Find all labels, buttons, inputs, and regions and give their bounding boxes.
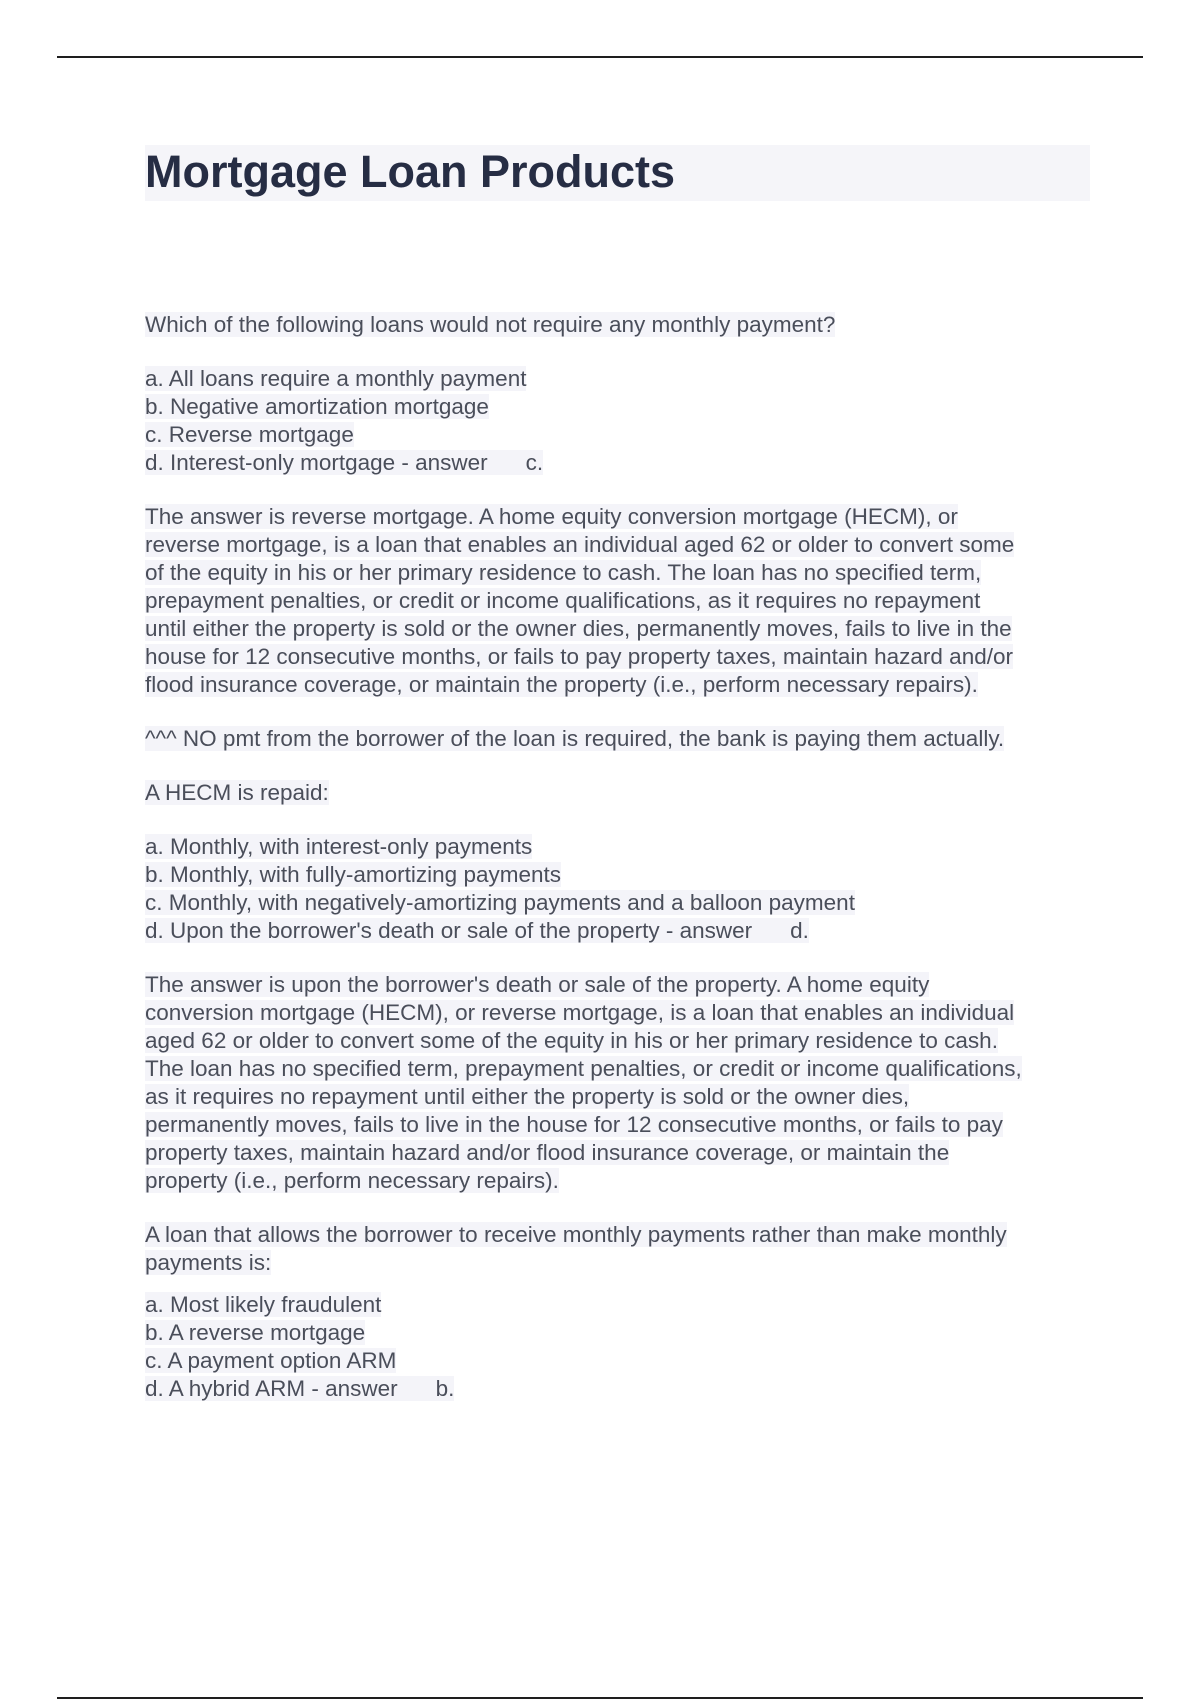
option-item: d. Upon the borrower's death or sale of the property - answer d. bbox=[145, 918, 809, 943]
option-item: a. Most likely fraudulent bbox=[145, 1292, 382, 1317]
option-item: b. A reverse mortgage bbox=[145, 1320, 366, 1345]
option-item: b. Negative amortization mortgage bbox=[145, 394, 489, 419]
answer-letter: b. bbox=[435, 1376, 455, 1401]
answer-letter: d. bbox=[790, 918, 809, 943]
option-item: c. A payment option ARM bbox=[145, 1348, 397, 1373]
option-item: c. Reverse mortgage bbox=[145, 422, 354, 447]
question-3: A loan that allows the borrower to receive monthly payments rather than make monthly payments is: bbox=[145, 1222, 1007, 1275]
question-2: A HECM is repaid: bbox=[145, 780, 329, 805]
page-title: Mortgage Loan Products bbox=[145, 145, 1090, 201]
option-item: a. All loans require a monthly payment bbox=[145, 366, 527, 391]
answer-letter: c. bbox=[525, 450, 544, 475]
question-3-options bbox=[145, 1291, 1090, 1403]
question-2-options bbox=[145, 833, 1090, 945]
question-1-note: ^^^ NO pmt from the borrower of the loan is required, the bank is paying them actually. bbox=[145, 726, 1005, 751]
question-1-explanation: The answer is reverse mortgage. A home equity conversion mortgage (HECM), or reverse mortgage, is a loan that enables an individual aged 62 or older to convert some of the equity in his or her primary residence to cash. The loan has no specified term, prepayment penalties, or credit or income qualifications, as it requires no repayment until either the property is sold or the owner dies, permanently moves, fails to live in the house for 12 consecutive months, or fails to pay property taxes, maintain hazard and/or flood insurance coverage, or maintain the property (i.e., perform necessary repairs). bbox=[145, 504, 1015, 697]
document-body bbox=[145, 145, 1090, 1403]
question-1-options bbox=[145, 365, 1090, 477]
option-item: d. A hybrid ARM - answer b. bbox=[145, 1376, 455, 1401]
option-item: c. Monthly, with negatively-amortizing payments and a balloon payment bbox=[145, 890, 855, 915]
option-item: a. Monthly, with interest-only payments bbox=[145, 834, 533, 859]
question-1: Which of the following loans would not require any monthly payment? bbox=[145, 312, 836, 337]
question-2-explanation: The answer is upon the borrower's death or sale of the property. A home equity conversion mortgage (HECM), or reverse mortgage, is a loan that enables an individual aged 62 or older to convert some of the equity in his or her primary residence to cash. The loan has no specified term, prepayment penalties, or credit or income qualifications, as it requires no repayment until either the property is sold or the owner dies, permanently moves, fails to live in the house for 12 consecutive months, or fails to pay property taxes, maintain hazard and/or flood insurance coverage, or maintain the property (i.e., perform necessary repairs). bbox=[145, 972, 1022, 1193]
option-item: b. Monthly, with fully-amortizing payments bbox=[145, 862, 561, 887]
top-rule bbox=[57, 56, 1143, 58]
bottom-rule bbox=[57, 1697, 1143, 1699]
option-item: d. Interest-only mortgage - answer c. bbox=[145, 450, 544, 475]
